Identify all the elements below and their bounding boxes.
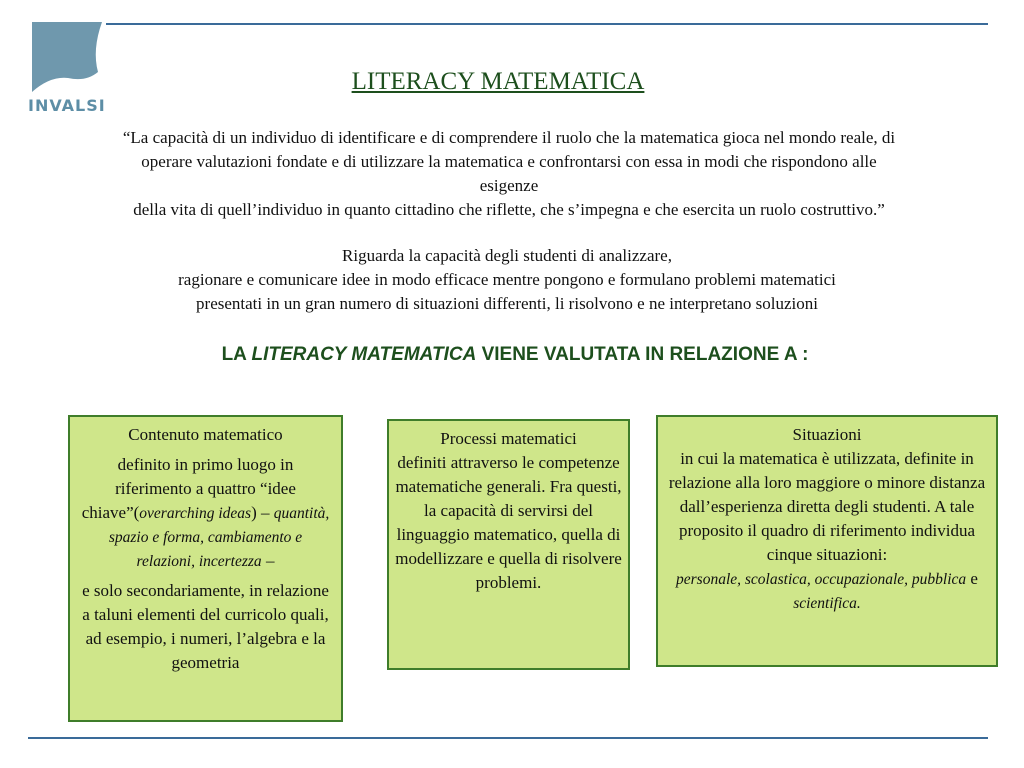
section-subtitle <box>0 344 1024 366</box>
content-emphasis-1: overarching ideas <box>139 505 252 522</box>
situation-box <box>656 415 998 667</box>
content-text-1: definito in primo luogo in riferimento a quattro “idee chiave”( <box>81 455 296 522</box>
content-body <box>78 453 333 573</box>
process-heading: Processi matematici <box>440 429 577 448</box>
bottom-divider <box>28 737 988 739</box>
definition-quote <box>18 126 1000 222</box>
quote-line: esigenze <box>479 176 539 195</box>
process-body: definiti attraverso le competenze matematiche generali. Fra questi, la capacità di servirsi del linguaggio matematico, quella di modellizzare e quella di risolvere problemi. <box>395 453 622 592</box>
logo-text: INVALSI <box>28 96 106 115</box>
content-emphasis-2: quantità, spazio e forma, cambiamento e relazioni, incertezza <box>108 505 330 570</box>
situation-body: in cui la matematica è utilizzata, definite in relazione alla loro maggiore o minore distanza dall’esperienza diretta degli studenti. A tale proposito il quadro di riferimento individua cinque situazioni: <box>668 449 986 564</box>
subtitle-emphasis: LITERACY MATEMATICA <box>251 344 477 365</box>
situation-emphasis-2: scientifica. <box>793 595 861 612</box>
situation-emphasis-1: personale, scolastica, occupazionale, pubblica <box>676 571 967 588</box>
content-text-2-end: – <box>261 551 275 570</box>
page-title: LITERACY MATEMATICA <box>351 68 645 95</box>
content-heading: Contenuto matematico <box>128 425 283 444</box>
content-text-1-end: ) – <box>251 503 270 522</box>
content-box <box>68 415 343 722</box>
intro-line: ragionare e comunicare idee in modo efficace mentre pongono e formulano problemi matematici <box>178 270 836 289</box>
process-box <box>387 419 630 670</box>
intro-line: presentati in un gran numero di situazioni differenti, li risolvono e ne interpretano soluzioni <box>196 294 818 313</box>
subtitle-pre: LA <box>221 344 252 365</box>
top-divider <box>106 23 988 25</box>
situation-and: e <box>966 569 978 588</box>
quote-line: “La capacità di un individuo di identificare e di comprendere il ruolo che la matematica gioca nel mondo reale, di <box>122 128 896 147</box>
situation-list <box>666 567 988 615</box>
content-text-3: e solo secondariamente, in relazione a taluni elementi del curricolo quali, ad esempio, i numeri, l’algebra e la geometria <box>82 581 329 672</box>
intro-line: Riguarda la capacità degli studenti di analizzare, <box>342 246 672 265</box>
intro-paragraph <box>40 244 974 316</box>
quote-line: della vita di quell’individuo in quanto cittadino che riflette, che s’impegna e che esercita un ruolo costruttivo.” <box>133 200 885 219</box>
subtitle-post: VIENE VALUTATA IN RELAZIONE A : <box>476 344 809 365</box>
quote-line: operare valutazioni fondate e di utilizzare la matematica e confrontarsi con essa in modi che rispondono alle <box>141 152 877 171</box>
situation-heading: Situazioni <box>792 425 862 444</box>
